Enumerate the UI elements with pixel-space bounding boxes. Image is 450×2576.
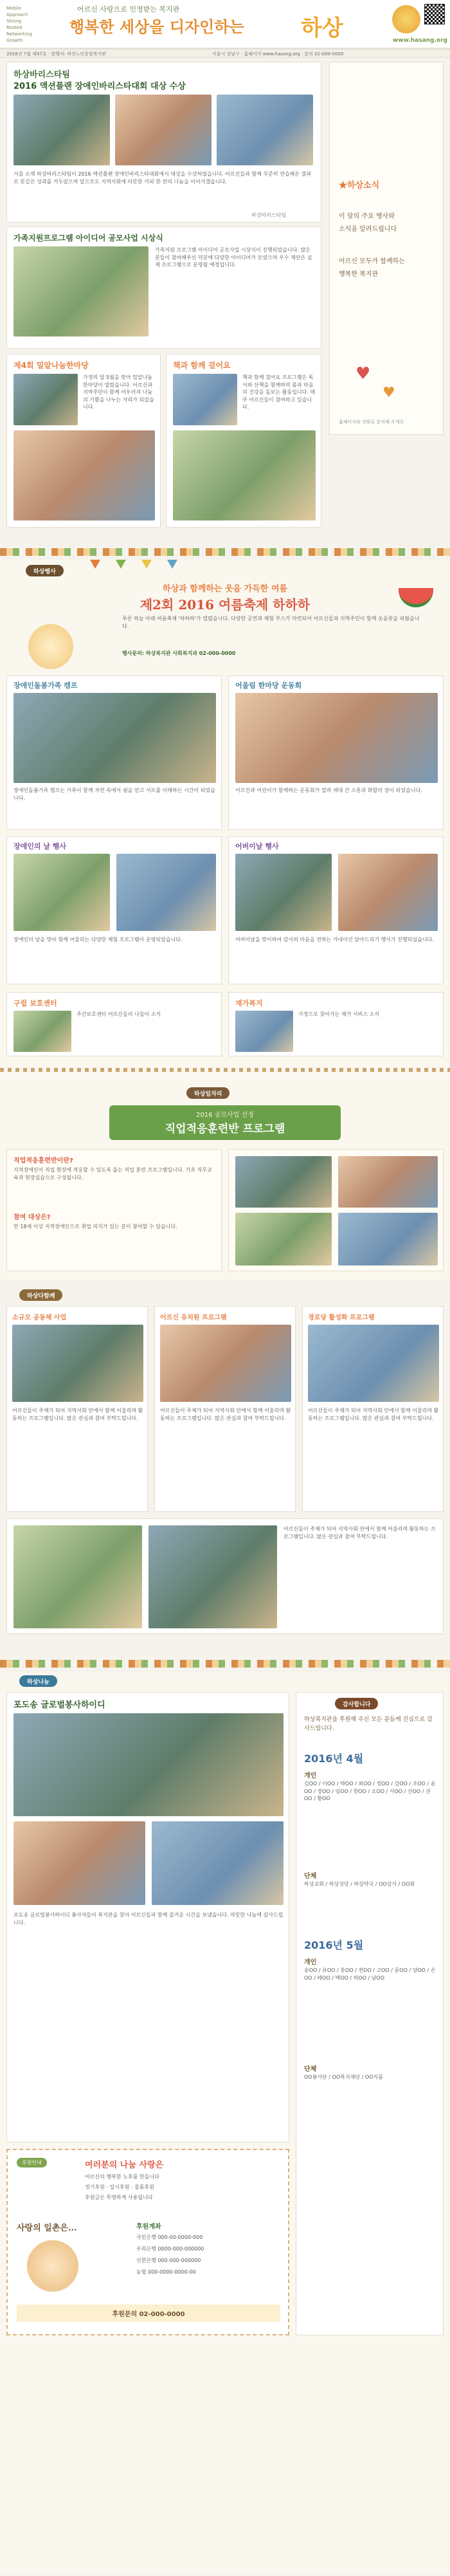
community-column <box>302 1306 444 1512</box>
volunteer-section <box>0 1673 450 2573</box>
donation-line: 정기후원 · 일시후원 · 물품후원 <box>85 2184 154 2190</box>
event-photo <box>14 693 216 783</box>
brand-letter: Growth <box>6 38 23 43</box>
mini-card <box>6 992 222 1056</box>
job-photo <box>338 1156 438 1208</box>
volunteer-photo <box>14 1821 145 1905</box>
walk-photo <box>14 430 155 520</box>
mini-photo <box>14 1011 71 1052</box>
donation-phone: 후원문의 02-000-0000 <box>17 2305 280 2322</box>
donor-names: 김OO / 이OO / 박OO / 최OO / 정OO / 강OO / 조OO / 윤OO / 장OO / 임OO / 한OO / 오OO / 서OO / 신OO / 권OO / 황OO <box>304 1781 436 1802</box>
donation-badge: 후원안내 <box>17 2158 47 2167</box>
event-card-title: 장애인돌봄가족 캠프 <box>14 681 78 690</box>
donor-names: 송OO / 유OO / 홍OO / 전OO / 고OO / 문OO / 양OO / 손OO / 배OO / 백OO / 허OO / 남OO <box>304 1967 436 1981</box>
community-photo <box>308 1325 439 1402</box>
photo-caption: 하상바리스타팀 <box>251 212 287 218</box>
heart-icon: ♥ <box>382 385 395 401</box>
masthead-title: 행복한 세상을 디자인하는 <box>69 17 244 36</box>
qa-title: 직업적응훈련반이란? <box>14 1157 73 1164</box>
walk-photo <box>14 374 78 425</box>
section-ribbon: 하상행사 <box>26 565 64 576</box>
donation-title: 여러분의 나눔 사랑은 <box>85 2160 164 2170</box>
donor-group-label: 단체 <box>304 1873 317 1880</box>
qr-code-icon <box>424 4 445 24</box>
month-heading: 2016년 5월 <box>304 1939 364 1951</box>
event-card <box>228 836 444 984</box>
column-body: 어르신들이 주체가 되어 지역사회 안에서 함께 어울리며 활동하는 프로그램입니다. 많은 관심과 참여 부탁드립니다. <box>160 1408 291 1421</box>
family-photo <box>14 246 148 336</box>
event-card <box>228 676 444 830</box>
brand-letter: Rooted <box>6 25 22 30</box>
column-title: 소규모 공동체 사업 <box>12 1314 67 1321</box>
mascot-icon <box>28 624 73 669</box>
column-title: 어르신 유치원 프로그램 <box>160 1314 227 1321</box>
qa-body: 지적장애인이 직업 현장에 적응할 수 있도록 돕는 직업 훈련 프로그램입니다. 기초 직무교육과 현장실습으로 구성됩니다. <box>14 1167 212 1181</box>
mini-card <box>228 992 444 1056</box>
account-line: 우리은행 0000-000-000000 <box>136 2246 204 2252</box>
event-photo <box>116 854 216 931</box>
article-title: 제4회 밀알나눔한마당 <box>14 361 89 370</box>
donation-box <box>296 1692 444 2335</box>
account-line: 농협 000-0000-0000-00 <box>136 2269 196 2275</box>
volunteer-photo <box>152 1821 284 1905</box>
donation-org: 후원계좌 <box>136 2223 161 2231</box>
sidebar-line: 이 달의 주요 행사와 <box>339 213 395 220</box>
award-photo <box>115 95 212 165</box>
watermelon-icon <box>399 588 433 607</box>
job-banner <box>109 1105 341 1140</box>
job-photos <box>228 1149 444 1271</box>
qa-body: 만 18세 이상 지적장애인으로 취업 의지가 있는 분이 참여할 수 있습니다. <box>14 1224 177 1229</box>
event-photo <box>235 854 332 931</box>
elderly-couple-icon <box>27 2240 78 2292</box>
sun-icon <box>392 5 420 33</box>
column-title: 경로당 활성화 프로그램 <box>308 1314 375 1321</box>
event-card-body: 어버이날을 맞이하여 감사의 마음을 전하는 카네이션 달아드리기 행사가 진행되었습니다. <box>235 937 434 943</box>
brand-letter: Strong <box>6 19 22 24</box>
banner-subtitle: 2016 공모사업 선정 <box>196 1112 254 1119</box>
sidebar-title: ★하상소식 <box>339 181 380 190</box>
article-book <box>166 354 321 528</box>
job-photo <box>338 1213 438 1265</box>
bunting-flag <box>90 560 100 569</box>
sidebar-notice <box>329 62 444 435</box>
heart-icon: ♥ <box>356 364 371 383</box>
masthead-info-bar <box>0 49 450 58</box>
community-wide <box>6 1518 444 1634</box>
bunting-flag <box>141 560 152 569</box>
event-card-title: 어버이날 행사 <box>235 842 279 851</box>
volunteer-photo <box>14 1713 284 1816</box>
donor-group-label: 개인 <box>304 1959 317 1966</box>
mini-card-title: 재가복지 <box>235 999 263 1007</box>
column-body: 어르신들이 주체가 되어 지역사회 안에서 함께 어울리며 활동하는 프로그램입니다. 많은 관심과 참여 부탁드립니다. <box>308 1408 439 1421</box>
community-photo <box>12 1325 143 1402</box>
event-headline: 하상과 함께하는 웃음 가득한 여름 <box>163 584 287 594</box>
donor-names: OO봉사단 / OO복지재단 / OO식품 <box>304 2074 383 2080</box>
donor-names: 하상교회 / 하상성당 / 하상약국 / OO상사 / OO회 <box>304 1881 415 1887</box>
community-section <box>0 1287 450 1647</box>
job-photo <box>235 1156 332 1208</box>
section-divider <box>0 1660 450 1668</box>
volunteer-title: 포도송 글로벌봉사하이디 <box>14 1700 105 1710</box>
article-body: 책과 함께 걸어요 프로그램은 독서와 산책을 함께하며 몸과 마음의 건강을 돌보는 활동입니다. 매주 어르신들이 참여하고 있습니다. <box>242 374 316 410</box>
donation-info <box>6 2149 289 2335</box>
info-line: 서울시 강남구 · 홈페이지 www.hasang.org · 문의 02-000-0000 <box>212 51 344 57</box>
section-ribbon: 하상일자리 <box>186 1087 230 1099</box>
column-body: 어르신들이 주체가 되어 지역사회 안에서 함께 어울리며 활동하는 프로그램입니다. 많은 관심과 참여 부탁드립니다. <box>12 1408 143 1421</box>
info-line: 2016년 7월 제47호 · 발행처: 하상노인종합복지관 <box>6 51 107 57</box>
masthead-title-word: 하상 <box>301 15 343 41</box>
job-photo <box>235 1213 332 1265</box>
event-photo <box>14 854 110 931</box>
account-line: 국민은행 000-00-0000-000 <box>136 2234 203 2240</box>
event-card-body: 장애인의 날을 맞아 함께 어울리는 다양한 체험 프로그램이 운영되었습니다. <box>14 937 183 943</box>
event-card-title: 어울림 한마당 운동회 <box>235 681 302 690</box>
sidebar-footer: 홈페이지와 전화로 문의해 주세요 <box>339 419 404 425</box>
article-body: 서울 소재 하상바리스타팀이 2016 액션플랜 장애인바리스타대회에서 대상을 수상하였습니다. 어르신들과 함께 꾸준히 연습해온 결과로 뜻깊은 성과를 거두었으며 앞으로도 지역사회에 따뜻한 커피 한 잔의 나눔을 이어가겠습니다. <box>14 171 311 185</box>
donor-group-label: 개인 <box>304 1772 317 1780</box>
donation-sub: 사랑의 일촌은... <box>17 2223 77 2233</box>
month-heading: 2016년 4월 <box>304 1753 364 1765</box>
section-divider <box>0 1068 450 1072</box>
community-photo <box>148 1525 277 1628</box>
volunteer-body: 포도송 글로벌봉사하이디 봉사자들이 복지관을 찾아 어르신들과 함께 즐거운 시간을 보냈습니다. 따뜻한 나눔에 감사드립니다. <box>14 1912 284 1926</box>
brand-letter: Networking <box>6 32 33 37</box>
mini-card-body: 주간보호센터 어르신들의 나들이 소식 <box>76 1011 161 1017</box>
site-url-link[interactable]: www.hasang.org <box>392 37 447 44</box>
mini-card-title: 구립 보호센터 <box>14 999 57 1007</box>
section-ribbon: 감사합니다 <box>335 1698 378 1709</box>
book-photo <box>173 374 237 425</box>
section-ribbon: 하상나눔 <box>19 1675 57 1687</box>
event-card-body: 장애인돌봄가족 캠프는 가족이 함께 자연 속에서 쉼을 얻고 서로를 이해하는 시간이 되었습니다. <box>14 787 215 801</box>
brand-acronym <box>6 5 51 45</box>
event-card-body: 어르신과 어린이가 함께하는 운동회가 열려 세대 간 소통과 화합의 장이 되었습니다. <box>235 787 422 793</box>
article-title: 책과 함께 걸어요 <box>173 361 231 370</box>
event-contact: 행사문의: 하상복지관 사회복지과 02-000-0000 <box>122 650 236 656</box>
donor-group-label: 단체 <box>304 2066 317 2073</box>
article-walk <box>6 354 161 528</box>
event-card <box>6 676 222 830</box>
section-divider <box>0 548 450 556</box>
community-column <box>6 1306 148 1512</box>
column-body: 어르신들이 주체가 되어 지역사회 안에서 함께 어울리며 활동하는 프로그램입니다. 많은 관심과 참여 부탁드립니다. <box>284 1526 436 1540</box>
award-photo <box>14 95 110 165</box>
qa-title: 참여 대상은? <box>14 1214 51 1221</box>
brand-letter: Mobile <box>6 6 21 11</box>
article-body: 가정의 달 5월을 맞아 밀알나눔한마당이 열렸습니다. 어르신과 지역주민이 함께 어우러져 나눔의 기쁨을 나누는 자리가 되었습니다. <box>83 374 154 410</box>
article-award <box>6 62 321 223</box>
masthead-tagline: 어르신 사랑으로 인정받는 복지관 <box>77 5 180 14</box>
award-photo <box>217 95 313 165</box>
job-qa <box>6 1149 222 1271</box>
event-card-title: 장애인의 날 행사 <box>14 842 67 851</box>
article-subtitle: 2016 액션플랜 장애인바리스타대회 대상 수상 <box>14 82 186 91</box>
donation-line: 후원금은 투명하게 사용됩니다 <box>85 2194 153 2200</box>
article-body: 가족지원 프로그램 아이디어 공모사업 시상식이 진행되었습니다. 많은 분들이 참여해주신 덕분에 다양한 아이디어가 모였으며 우수 제안은 실제 프로그램으로 운영될 예정입니다. <box>155 247 312 268</box>
volunteer-card <box>6 1692 289 2142</box>
event-card <box>6 836 222 984</box>
article-family <box>6 226 321 349</box>
community-photo <box>160 1325 291 1402</box>
article-title: 가족지원프로그램 아이디어 공모사업 시상식 <box>14 234 163 243</box>
mini-photo <box>235 1011 293 1052</box>
sidebar-line: 어르신 모두가 함께하는 <box>339 258 405 265</box>
community-photo <box>14 1525 142 1628</box>
event-title: 제2회 2016 여름축제 하하하 <box>140 597 310 612</box>
donation-intro: 하상복지관을 후원해 주신 모든 분들께 진심으로 감사드립니다. <box>304 1716 433 1732</box>
masthead <box>0 0 450 49</box>
banner-title: 직업적응훈련반 프로그램 <box>165 1123 285 1136</box>
bunting-flag <box>116 560 126 569</box>
brand-letter: Approach <box>6 12 28 17</box>
event-photo <box>235 693 438 783</box>
bunting-flag <box>167 560 177 569</box>
event-photo <box>338 854 438 931</box>
account-line: 신한은행 000-000-000000 <box>136 2258 201 2263</box>
article-title: 하상바리스타팀 <box>14 70 70 80</box>
sidebar-line: 행복한 복지관 <box>339 271 379 278</box>
event-body: 푸른 하늘 아래 여름축제 '하하하'가 열렸습니다. 다양한 공연과 체험 부스가 마련되어 어르신들과 지역주민이 함께 웃음꽃을 피웠습니다. <box>122 616 420 629</box>
section-ribbon: 하상다함께 <box>19 1289 62 1301</box>
community-column <box>154 1306 296 1512</box>
donation-line: 어르신의 행복한 노후를 만듭니다 <box>85 2174 159 2180</box>
sidebar-line: 소식을 알려드립니다 <box>339 226 397 233</box>
book-photo <box>173 430 316 520</box>
events-section <box>0 560 450 1280</box>
mini-card-body: 가정으로 찾아가는 재가 서비스 소식 <box>298 1011 380 1017</box>
